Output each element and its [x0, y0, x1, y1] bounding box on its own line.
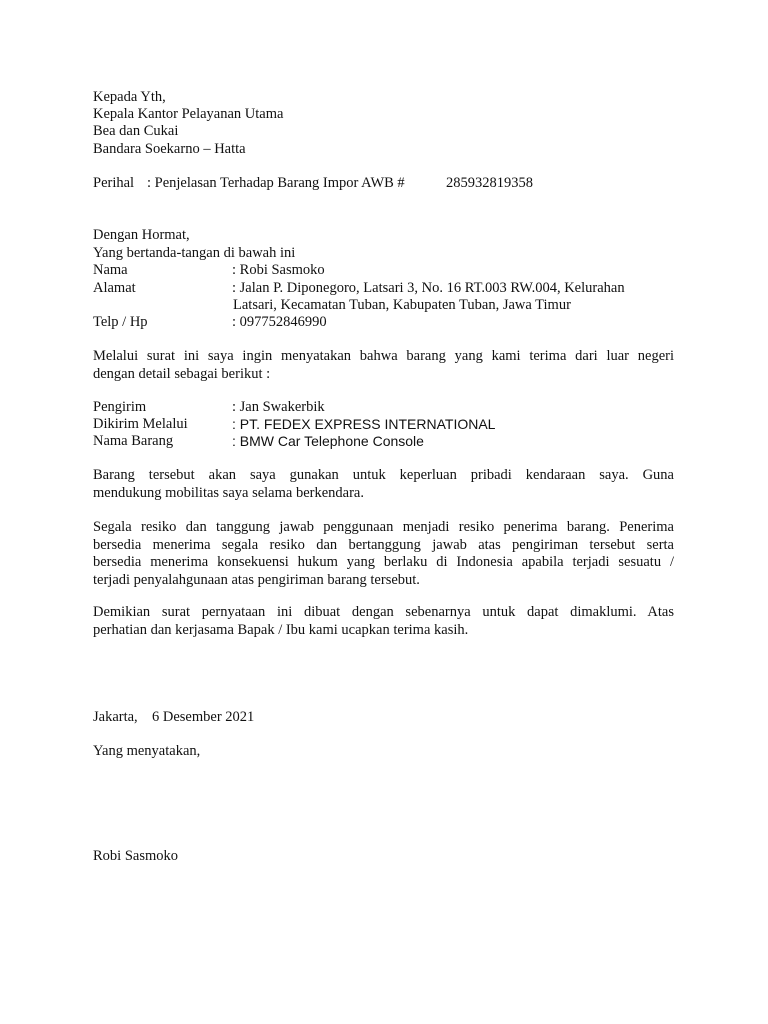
subject-awb-number: 285932819358	[446, 175, 533, 191]
purpose-line-1: Barang tersebut akan saya gunakan untuk keperluan pribadi kendaraan saya. Guna	[93, 467, 674, 483]
shipment-via-label: Dikirim Melalui	[93, 416, 188, 432]
recipient-line-location: Bandara Soekarno – Hatta	[93, 141, 246, 157]
signature-declarant-label: Yang menyatakan,	[93, 743, 201, 759]
shipment-item-value: : BMW Car Telephone Console	[232, 433, 424, 449]
recipient-line-agency: Bea dan Cukai	[93, 123, 179, 139]
identity-phone-label: Telp / Hp	[93, 314, 148, 330]
shipment-sender-value: : Jan Swakerbik	[232, 399, 325, 415]
identity-address-line-1: : Jalan P. Diponegoro, Latsari 3, No. 16 RT.003 RW.004, Kelurahan	[232, 280, 625, 296]
statement-paragraph	[93, 348, 674, 383]
signature-date: 6 Desember 2021	[152, 709, 255, 725]
statement-line-2: dengan detail sebagai berikut :	[93, 365, 271, 382]
identity-address-line-2: Latsari, Kecamatan Tuban, Kabupaten Tuban, Jawa Timur	[233, 297, 571, 313]
recipient-line-salutation: Kepada Yth,	[93, 89, 166, 105]
identity-address-label: Alamat	[93, 280, 136, 296]
shipment-sender-label: Pengirim	[93, 399, 147, 415]
greeting-intro: Yang bertanda-tangan di bawah ini	[93, 245, 296, 261]
purpose-line-2: mendukung mobilitas saya selama berkendara.	[93, 484, 364, 501]
recipient-line-title: Kepala Kantor Pelayanan Utama	[93, 106, 284, 122]
purpose-paragraph	[93, 467, 674, 502]
liability-line-2: bersedia menerima segala resiko dan bertanggung jawab atas pengiriman tersebut serta	[93, 536, 674, 553]
shipment-item-label: Nama Barang	[93, 433, 174, 449]
signature-place: Jakarta,	[93, 709, 138, 725]
liability-paragraph	[93, 519, 674, 589]
shipment-via-value: : PT. FEDEX EXPRESS INTERNATIONAL	[232, 416, 496, 432]
subject-text: : Penjelasan Terhadap Barang Impor AWB #	[147, 175, 405, 191]
subject-label: Perihal	[93, 175, 135, 191]
statement-line-1: Melalui surat ini saya ingin menyatakan bahwa barang yang kami terima dari luar negeri	[93, 348, 674, 364]
identity-phone-value: : 097752846990	[232, 314, 327, 330]
signature-name: Robi Sasmoko	[93, 848, 178, 864]
closing-line-2: perhatian dan kerjasama Bapak / Ibu kami ucapkan terima kasih.	[93, 621, 469, 638]
identity-name-value: : Robi Sasmoko	[232, 262, 325, 278]
greeting-salutation: Dengan Hormat,	[93, 227, 190, 243]
liability-line-1: Segala resiko dan tanggung jawab penggunaan menjadi resiko penerima barang. Penerima	[93, 519, 674, 535]
closing-paragraph	[93, 604, 674, 639]
liability-line-3: bersedia menerima konsekuensi hukum yang berlaku di Indonesia apabila terjadi sesuatu /	[93, 554, 674, 570]
liability-line-4: terjadi penyalahgunaan atas pengiriman barang tersebut.	[93, 571, 420, 588]
identity-name-label: Nama	[93, 262, 128, 278]
closing-line-1: Demikian surat pernyataan ini dibuat dengan sebenarnya untuk dapat dimaklumi. Atas	[93, 604, 674, 620]
